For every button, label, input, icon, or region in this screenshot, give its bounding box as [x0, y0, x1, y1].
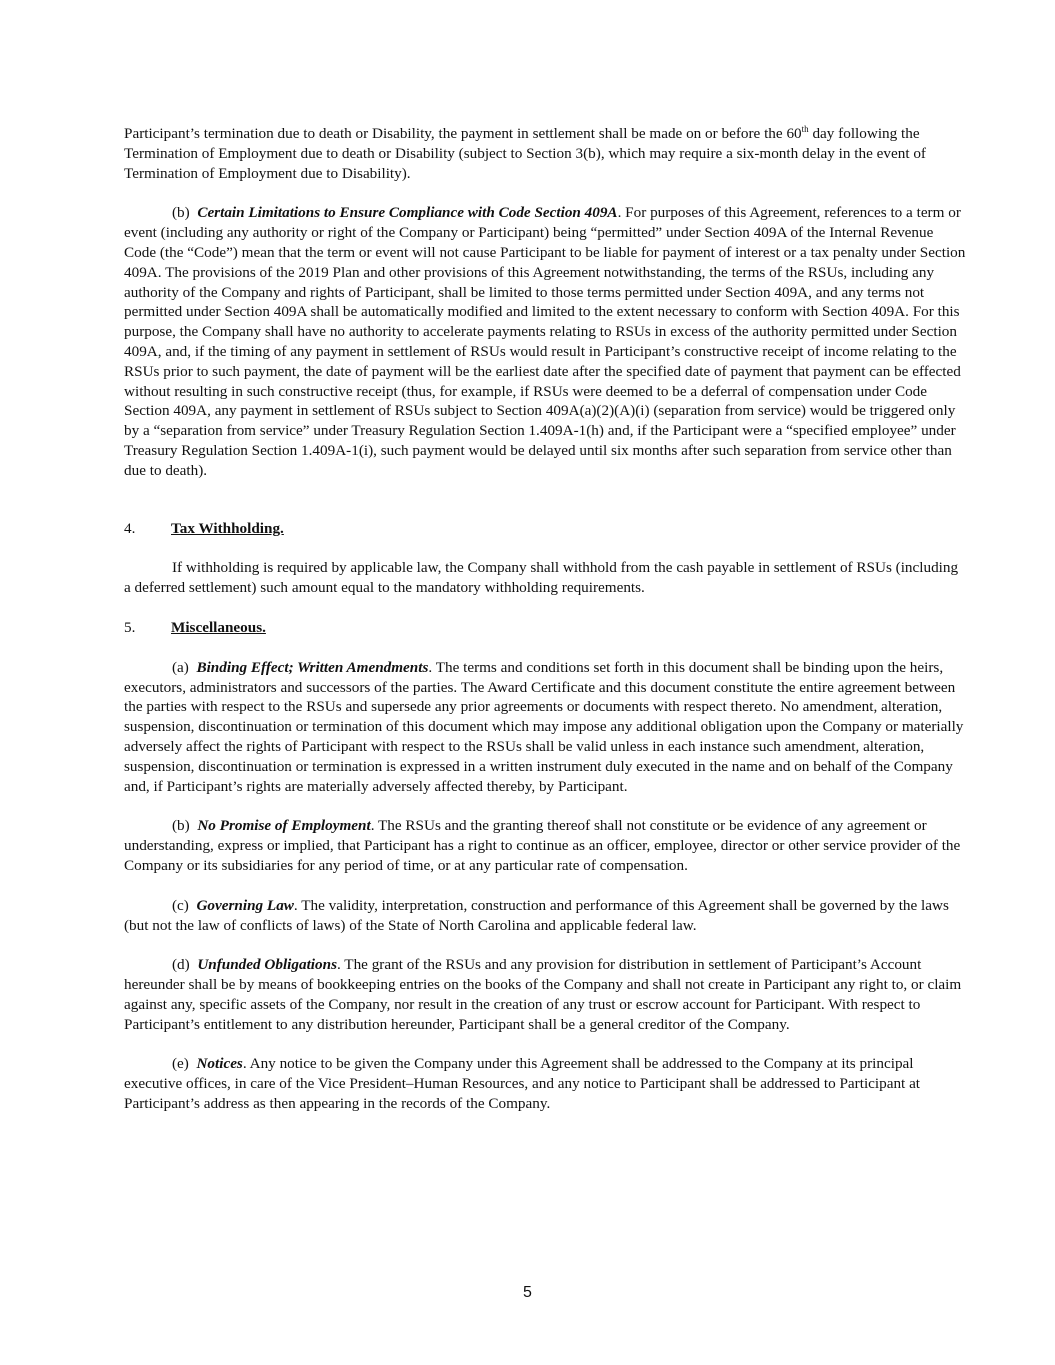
- section-5-heading: [124, 618, 966, 638]
- section-5b-paragraph: (b) No Promise of Employment. The RSUs and the granting thereof shall not constitute or be evidence of any agreement or understanding, express or implied, that Participant has a right to continue as an officer, employee, director or other service provider of the Company or its subsidiaries for any period of time, or at any particular rate of compensation.: [124, 817, 961, 874]
- intro-paragraph: Participant’s termination due to death or Disability, the payment in settlement shall be made on or before the 60th day following the Termination of Employment due to death or Disability (subject to Section 3(b), which may require a six-month delay in the event of Termination of Employment due to Disability).: [124, 124, 926, 182]
- section-4-title: Tax Withholding.: [171, 519, 284, 537]
- section-5a-title: Binding Effect; Written Amendments: [196, 658, 429, 676]
- section-4-heading: [124, 519, 966, 539]
- section-3b-label: (b): [172, 204, 190, 222]
- section-5b-title: No Promise of Employment: [197, 817, 371, 835]
- section-5-number: 5.: [124, 618, 136, 636]
- section-5a-paragraph: (a) Binding Effect; Written Amendments. The terms and conditions set forth in this document shall be binding upon the heirs, executors, administrators and successors of the parties. The Award Certificate and this document constitute the entire agreement between the parties with respect to the RSUs and supersede any prior agreements or documents with respect thereto. No amendment, alteration, suspension, discontinuation or termination of this document which may impose any additional obligation upon the Company or materially adversely affect the rights of Participant with respect to the RSUs shall be valid unless in each instance such amendment, alteration, suspension, discontinuation or termination is expressed in a written instrument duly executed in the name and on behalf of the Company and, if Participant’s rights are materially adversely affected thereby, by Participant.: [124, 658, 964, 795]
- section-5d-title: Unfunded Obligations: [197, 956, 337, 974]
- section-5e-paragraph: (e) Notices. Any notice to be given the Company under this Agreement shall be addressed to the Company at its principal executive offices, in care of the Vice President–Human Resources, and any notice to Participant shall be addressed to Participant at Participant’s address as then appearing in the records of the Company.: [124, 1055, 921, 1113]
- section-3b-title: Certain Limitations to Ensure Compliance with Code Section 409A: [197, 204, 618, 222]
- section-5e-title: Notices: [196, 1055, 243, 1073]
- ordinal-superscript: th: [801, 124, 809, 134]
- document-page: [124, 124, 966, 1114]
- section-4-body: If withholding is required by applicable law, the Company shall withhold from the cash payable in settlement of RSUs (including a deferred settlement) such amount equal to the mandatory withholding requirements.: [124, 559, 959, 597]
- section-5c-title: Governing Law: [196, 896, 294, 914]
- section-4-number: 4.: [124, 519, 136, 537]
- section-3b-paragraph: (b) Certain Limitations to Ensure Compliance with Code Section 409A. For purposes of this Agreement, references to a term or event (including any authority or right of the Company or Participant) being “permitted” under Section 409A of the Internal Revenue Code (the “Code”) mean that the term or event will not cause Participant to be liable for payment of interest or a tax penalty under Section 409A. The provisions of the 2019 Plan and other provisions of this Agreement notwithstanding, the terms of the RSUs, including any authority of the Company and rights of Participant, shall be limited to those terms permitted under Section 409A, and any terms not permitted under Section 409A shall be automatically modified and limited to the extent necessary to conform with Section 409A. For this purpose, the Company shall have no authority to accelerate payments relating to RSUs in excess of the authority permitted under Section 409A, and, if the timing of any payment in settlement of RSUs would result in Participant’s constructive receipt of income relating to the RSUs prior to such payment, the date of payment will be the earliest date after the specified date of payment that payment can be effected without resulting in such constructive receipt (thus, for example, if RSUs were deemed to be a deferral of compensation under Code Section 409A, any payment in settlement of RSUs subject to Section 409A(a)(2)(A)(i) (separation from service) would be triggered only by a “separation from service” under Treasury Regulation Section 1.409A-1(h) and, if the Participant were a “specified employee” under Treasury Regulation Section 1.409A-1(i), such payment would be delayed until six months after such separation from service other than due to death).: [124, 204, 966, 479]
- page-number: 5: [523, 1284, 532, 1301]
- section-5c-paragraph: (c) Governing Law. The validity, interpretation, construction and performance of this Agreement shall be governed by the laws (but not the law of conflicts of laws) of the State of North Carolina and applicable federal law.: [124, 896, 949, 934]
- section-5d-paragraph: (d) Unfunded Obligations. The grant of the RSUs and any provision for distribution in settlement of Participant’s Account hereunder shall be by means of bookkeeping entries on the books of the Company and shall not create in Participant any right to, or claim against any, specific assets of the Company, nor result in the creation of any trust or escrow account for Participant. With respect to Participant’s entitlement to any distribution hereunder, Participant shall be a general creditor of the Company.: [124, 956, 962, 1033]
- section-5-title: Miscellaneous.: [171, 618, 266, 636]
